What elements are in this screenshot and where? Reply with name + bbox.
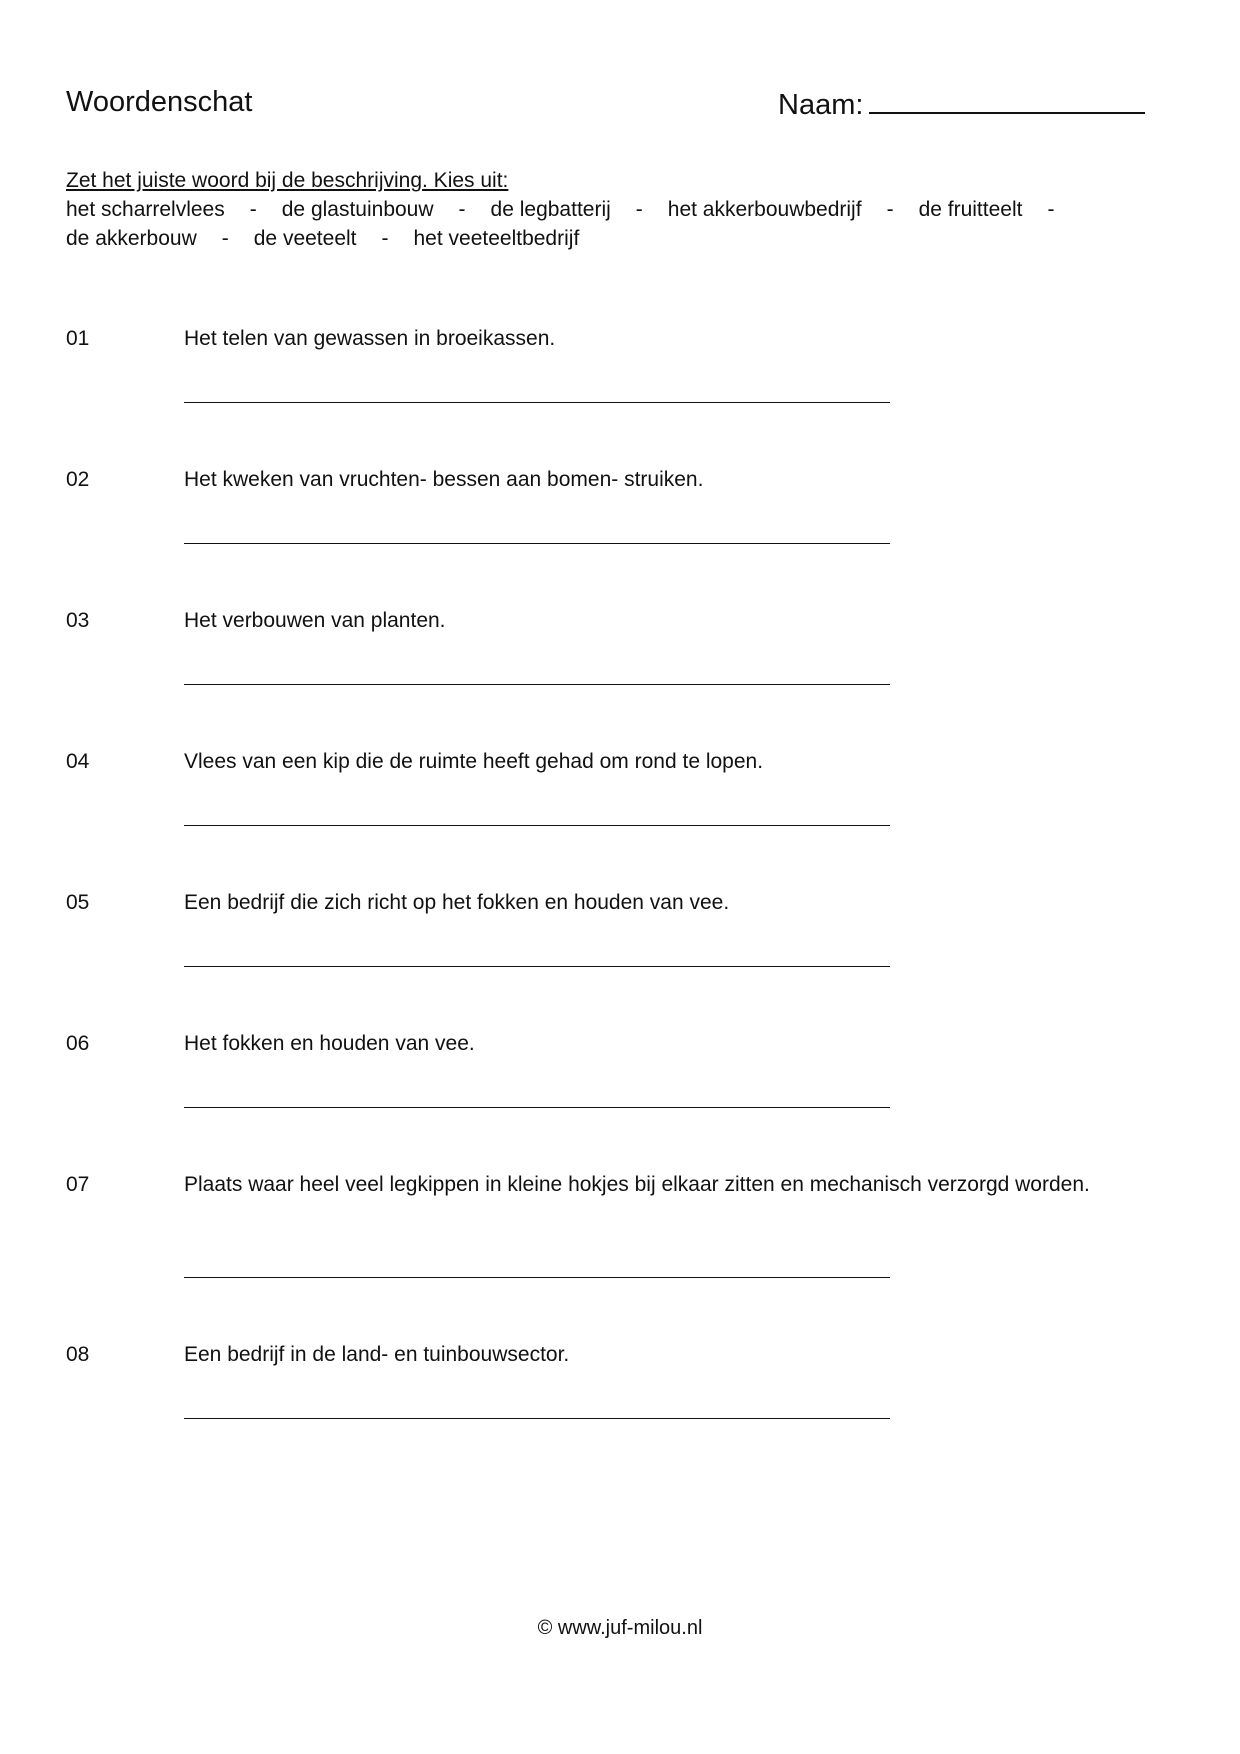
answer-line[interactable] [184, 1418, 890, 1419]
word-bank-item: de akkerbouw [66, 227, 197, 250]
word-bank-separator: - [1047, 198, 1055, 221]
word-bank-item: het scharrelvlees [66, 198, 225, 221]
word-bank-item: de fruitteelt [918, 198, 1023, 221]
name-label: Naam: [778, 89, 864, 121]
header [66, 84, 1166, 124]
page-title: Woordenschat [66, 86, 253, 118]
name-field [778, 84, 1145, 123]
question-text: Vlees van een kip die de ruimte heeft gehad om rond te lopen. [184, 750, 764, 773]
question-text: Een bedrijf die zich richt op het fokken en houden van vee. [184, 891, 730, 914]
word-bank-item: het veeteeltbedrijf [413, 227, 580, 250]
question-text: Het kweken van vruchten- bessen aan bomen- struiken. [184, 468, 704, 491]
word-bank-separator: - [635, 198, 643, 221]
word-bank-item: de glastuinbouw [281, 198, 434, 221]
question-number: 08 [66, 1343, 90, 1366]
answer-line[interactable] [184, 825, 890, 826]
question-text: Een bedrijf in de land- en tuinbouwsector. [184, 1343, 570, 1366]
question-number: 06 [66, 1032, 90, 1055]
instructions [66, 166, 1176, 253]
question-text: Plaats waar heel veel legkippen in kleine hokjes bij elkaar zitten en mechanisch verzorgd worden. [184, 1173, 1090, 1196]
question-number: 04 [66, 750, 90, 773]
answer-line[interactable] [184, 1277, 890, 1278]
word-bank-separator: - [886, 198, 894, 221]
question-number: 01 [66, 327, 90, 350]
answer-line[interactable] [184, 684, 890, 685]
question-number: 03 [66, 609, 90, 632]
question-text: Het verbouwen van planten. [184, 609, 446, 632]
word-bank-item: de legbatterij [490, 198, 611, 221]
name-answer-line[interactable] [869, 84, 1145, 114]
question-number: 07 [66, 1173, 90, 1196]
word-bank-row-2 [66, 224, 1176, 253]
question-number: 02 [66, 468, 90, 491]
word-bank-separator: - [458, 198, 466, 221]
question-number: 05 [66, 891, 90, 914]
word-bank-separator: - [381, 227, 389, 250]
word-bank-item: het akkerbouwbedrijf [667, 198, 862, 221]
question-text: Het telen van gewassen in broeikassen. [184, 327, 556, 350]
word-bank-row-1 [66, 195, 1176, 224]
answer-line[interactable] [184, 402, 890, 403]
question-text: Het fokken en houden van vee. [184, 1032, 475, 1055]
word-bank-item: de veeteelt [253, 227, 357, 250]
word-bank-separator: - [221, 227, 229, 250]
answer-line[interactable] [184, 966, 890, 967]
copyright-footer: © www.juf-milou.nl [537, 1617, 703, 1639]
answer-line[interactable] [184, 543, 890, 544]
answer-line[interactable] [184, 1107, 890, 1108]
word-bank-separator: - [249, 198, 257, 221]
instruction-text: Zet het juiste woord bij de beschrijving. Kies uit: [66, 169, 509, 192]
